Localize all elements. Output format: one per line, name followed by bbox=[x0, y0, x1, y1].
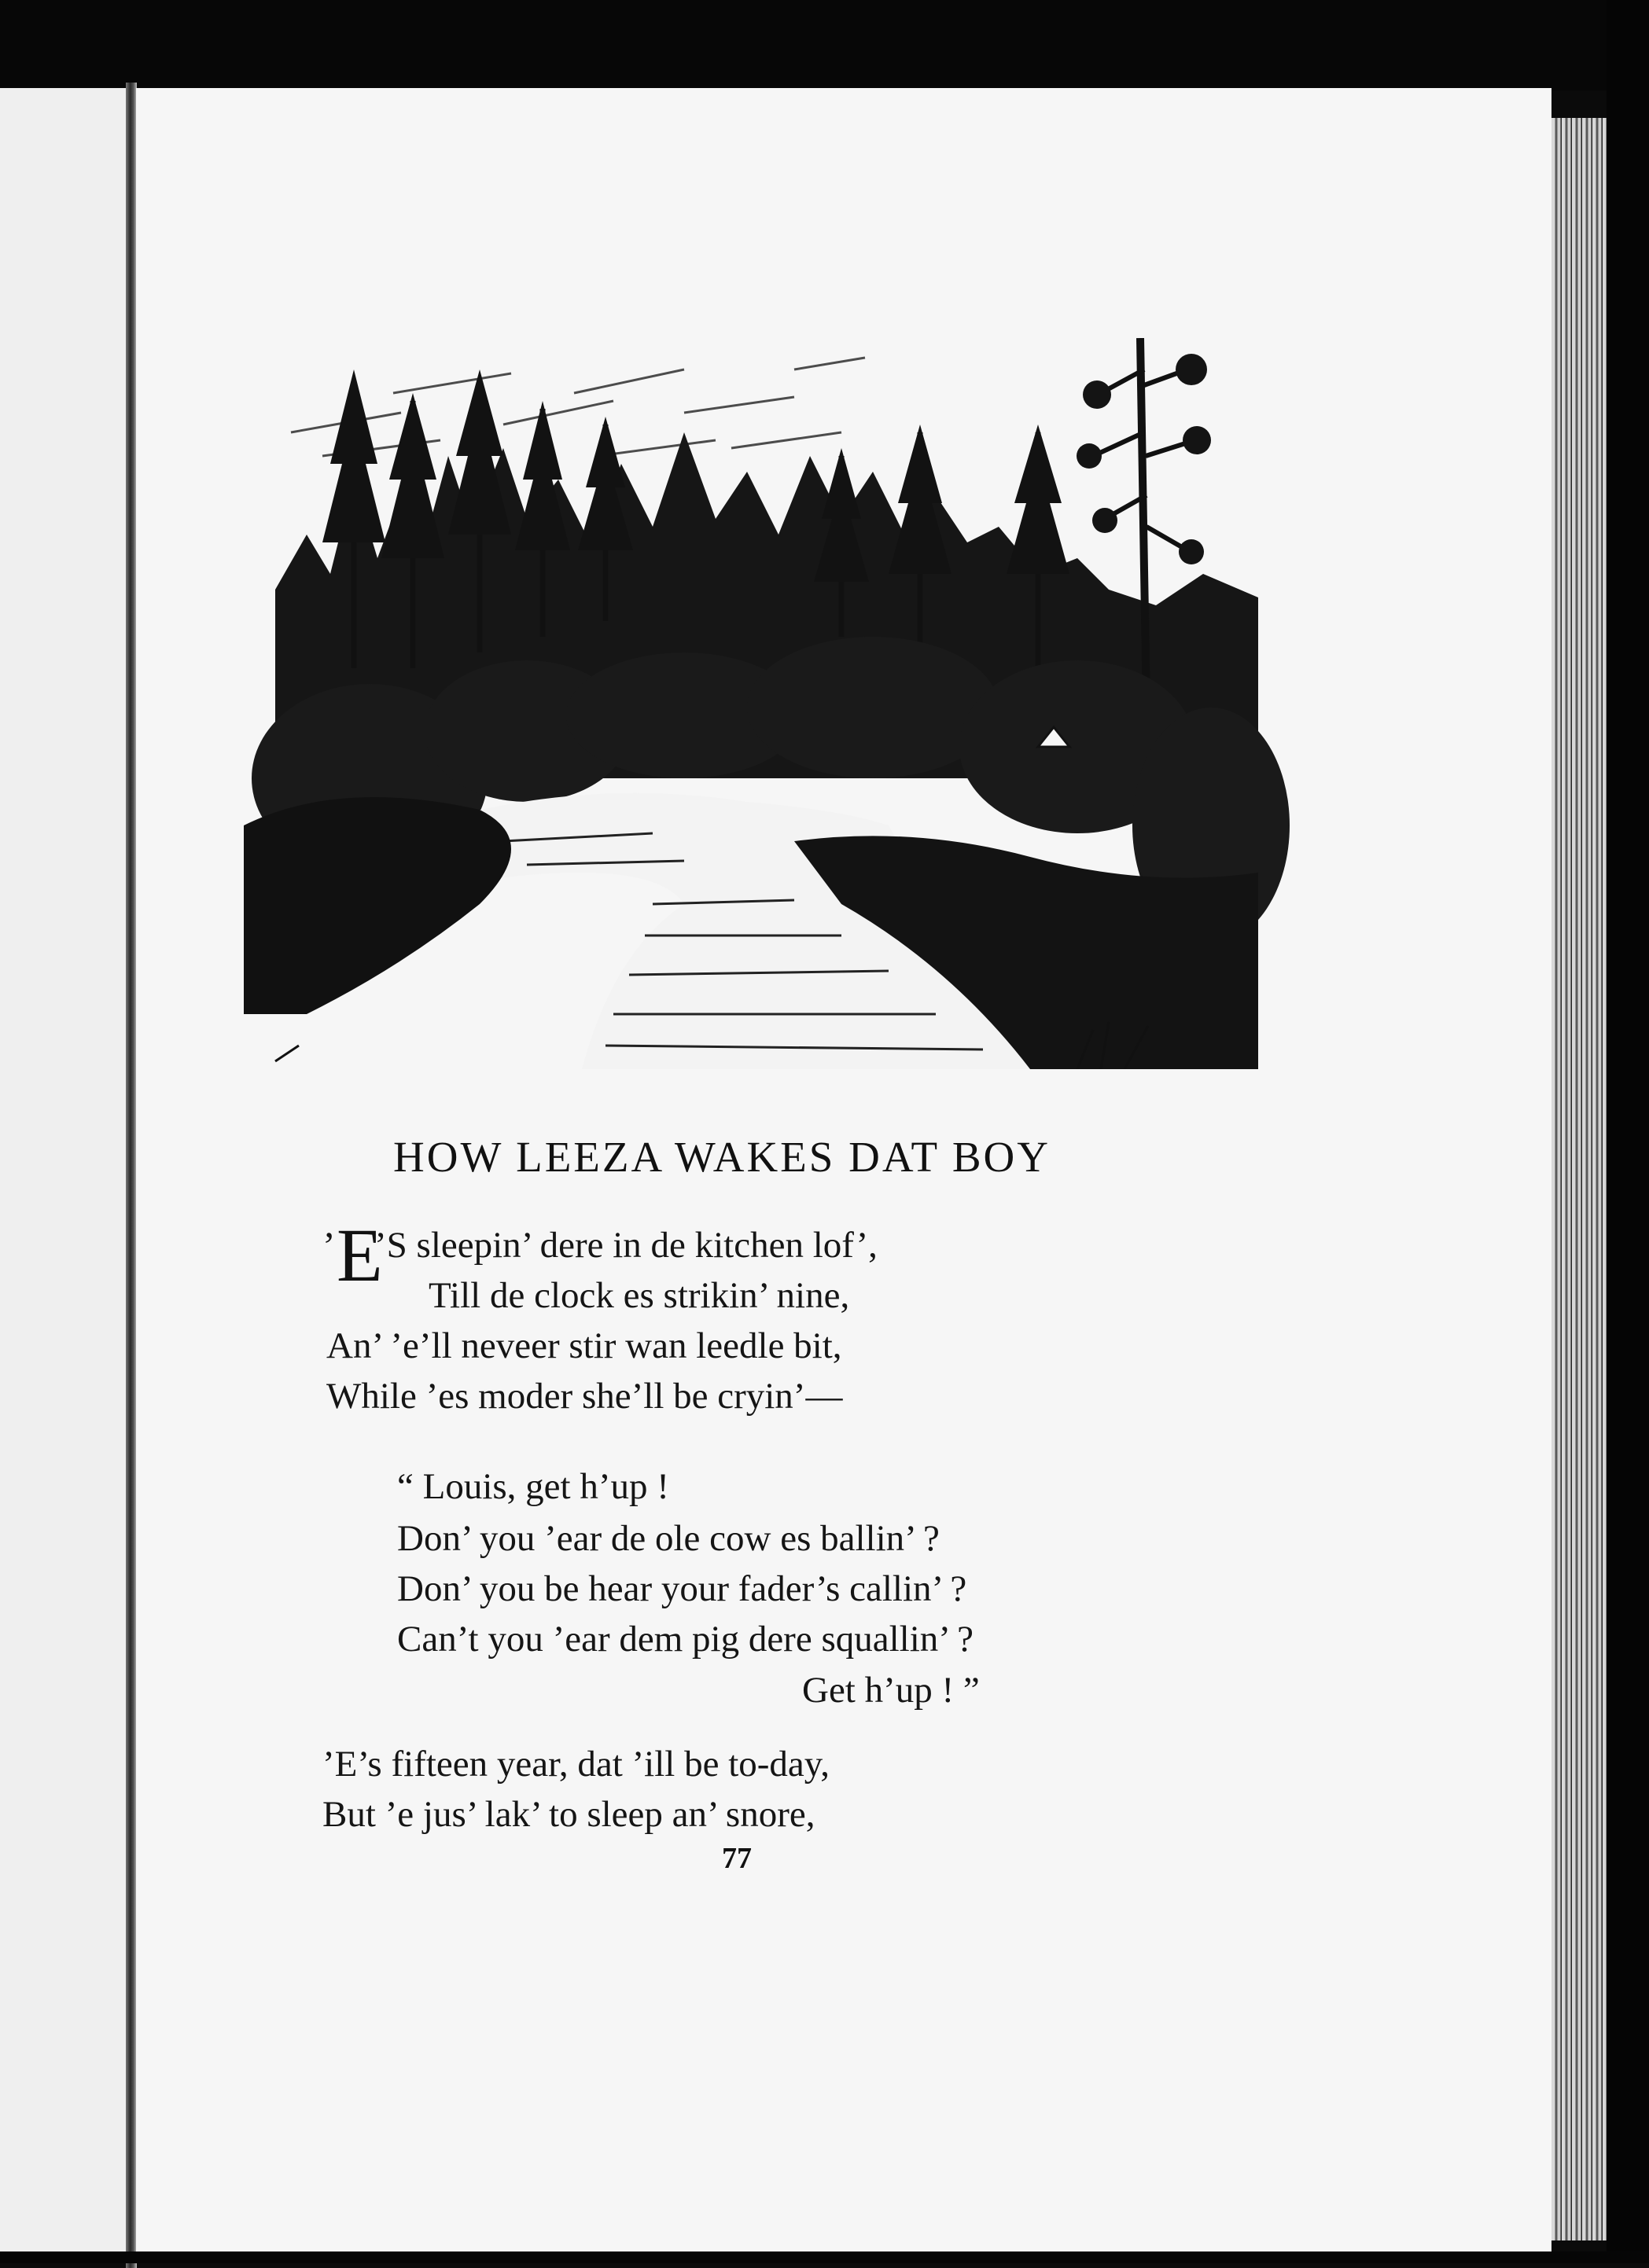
poem-line: But ’e jus’ lak’ to sleep an’ snore, bbox=[322, 1794, 815, 1835]
poem-line: ’S sleepin’ dere in de kitchen lof’, bbox=[374, 1225, 878, 1266]
book-gutter bbox=[126, 83, 137, 2268]
poem-line: ’E’s fifteen year, dat ’ill be to-day, bbox=[322, 1744, 830, 1785]
page-block-edge bbox=[1551, 118, 1607, 2240]
scan-border-right bbox=[1607, 0, 1649, 2263]
poem-line: “ Louis, get h’up ! bbox=[397, 1466, 669, 1507]
poem-line: Till de clock es strikin’ nine, bbox=[429, 1275, 850, 1316]
poem-line: Don’ you ’ear de ole cow es ballin’ ? bbox=[397, 1518, 940, 1559]
forest-stream-engraving-icon bbox=[244, 338, 1290, 1069]
poem-line: Get h’up ! ” bbox=[802, 1670, 980, 1711]
poem-title: HOW LEEZA WAKES DAT BOY bbox=[393, 1133, 1051, 1181]
poem-line: Don’ you be hear your fader’s callin’ ? bbox=[397, 1568, 967, 1609]
poem-line: Can’t you ’ear dem pig dere squallin’ ? bbox=[397, 1619, 974, 1660]
page-number: 77 bbox=[722, 1842, 752, 1875]
poem-line: An’ ’e’ll neveer stir wan leedle bit, bbox=[326, 1325, 842, 1366]
poem-line: While ’es moder she’ll be cryin’— bbox=[326, 1376, 843, 1417]
drop-cap-letter: E bbox=[337, 1213, 383, 1297]
drop-cap-apostrophe: ’ bbox=[322, 1223, 336, 1267]
scan-border-bottom bbox=[0, 2251, 1649, 2263]
facing-page-edge bbox=[0, 88, 132, 2251]
scan-border-top bbox=[0, 0, 1649, 90]
